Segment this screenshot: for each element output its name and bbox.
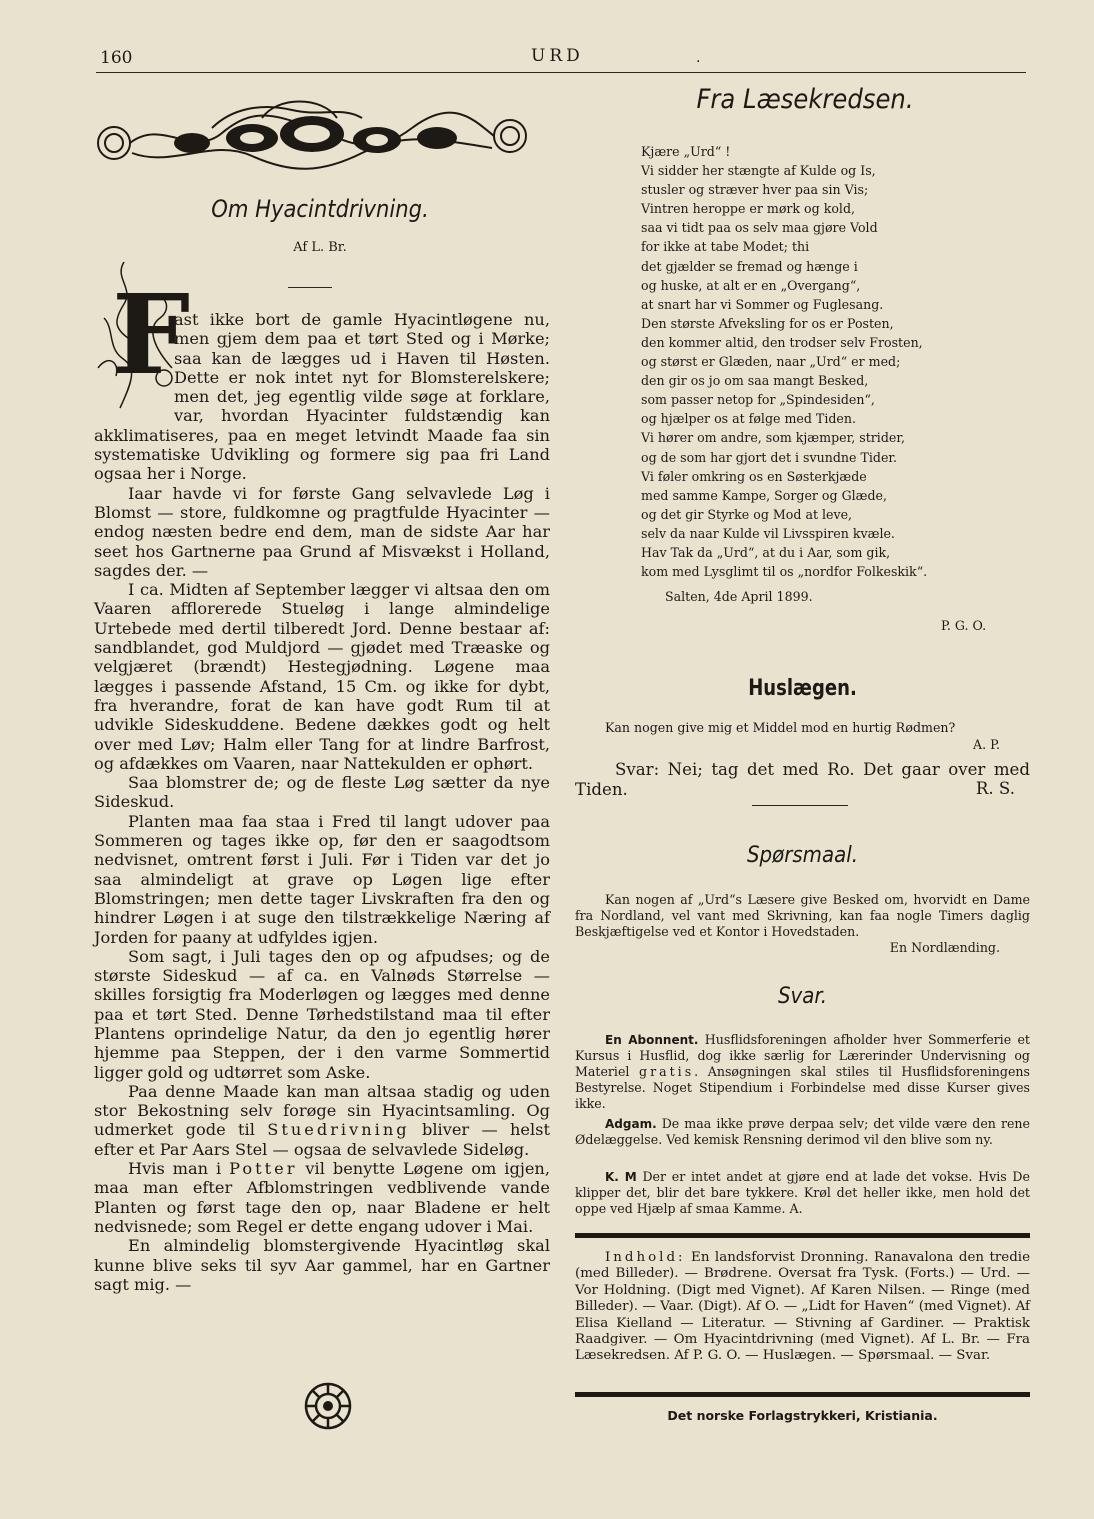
article-paragraph: Saa blomstrer de; og de fleste Løg sætter da nye Sideskud.	[94, 773, 550, 812]
poem-signature: P. G. O.	[941, 618, 987, 633]
huslaegen-answer: Svar: Nei; tag det med Ro. Det gaar over med Tiden.	[575, 760, 1030, 799]
text-run: Paa denne Maade kan man altsaa stadig og uden stor Bekostning selv forøge sin Hyacintsamling. Og udmerket gode til	[94, 1081, 550, 1140]
text-run: bliver — helst efter et Par Aars Stel — ogsaa de selvavlede Sideløg.	[94, 1120, 550, 1159]
section-title-svar: Svar.	[777, 984, 828, 1009]
poem-line: den gir os jo om saa mangt Besked,	[641, 373, 869, 389]
section-title-huslaegen: Huslægen.	[748, 676, 857, 701]
poem-line: den kommer altid, den trodser selv Frosten,	[641, 334, 923, 350]
svar-recipient: En Abonnent.	[605, 1033, 699, 1047]
sporsmaal-signature: En Nordlænding.	[889, 940, 1000, 955]
article-paragraph: Iaar havde vi for første Gang selvavlede Løg i Blomst — store, fuldkomne og pragtfulde Hyacinter — endog næsten bedre end dem, man de sidste Aar har seet hos Gartnerne paa Grund af Misvækst i Holland, sagdes der. —	[94, 483, 550, 580]
printer-imprint: Det norske Forlagstrykkeri, Kristiania.	[667, 1408, 938, 1423]
contents-label: Indhold:	[605, 1250, 686, 1265]
svar-recipient: Adgam.	[605, 1117, 657, 1131]
text-run: . Ansøgningen skal stiles til Husflidsforeningens Bestyrelse. Noget Stipendium i Forbindelse med disse Kurser gives ikke.	[575, 1064, 1030, 1111]
drop-cap-space	[94, 310, 174, 424]
text-run: Der er intet andet at gjøre end at lade det vokse. Hvis De klipper det, blir det bare tykkere. Krøl det heller ikke, men hold det oppe ved Hjælp af smaa Kamme.	[575, 1169, 1030, 1216]
page-header	[96, 44, 1026, 73]
table-of-contents	[575, 1250, 1030, 1365]
spaced-term: Stuedrivning	[267, 1120, 410, 1140]
poem-line: Den største Afveksling for os er Posten,	[641, 315, 894, 331]
floral-ornament-icon	[92, 98, 532, 176]
poem-salutation: Kjære „Urd“ !	[641, 144, 731, 159]
page-number: 160	[100, 48, 133, 68]
title-rule	[288, 287, 332, 288]
poem-line: og hjælper os at følge med Tiden.	[641, 411, 856, 427]
article-paragraph: Planten maa faa staa i Fred til langt udover paa Sommeren og tages ikke op, før den er saagodtsom nedvisnet, omtrent først i Juli. Før i Tiden var det jo saa almindeligt at grave op Løgen lige efter Blomstringen; men dette tager Livskraften fra den og hindrer Løgen i at suge den tilstrækkelige Næring af Jorden for paany at udfyldes igjen.	[94, 811, 550, 947]
contents-text: En landsforvist Dronning. Ranavalona den tredie (med Billeder). — Brødrene. Oversat fra Tysk. (Forts.) — Urd. — Vor Holdning. (Digt med Vignet). Af Karen Nilsen. — Ringe (med Billeder). — Vaar. (Digt). Af O. — „Lidt for Haven“ (med Vignet). Af Elisa Kielland — Literatur. — Stivning af Gardiner. — Praktisk Raadgiver. — Om Hyacintdrivning (med Vignet). Af L. Br. — Fra Læsekredsen. Af P. G. O. — Huslægen. — Spørsmaal. — Svar.	[575, 1250, 1030, 1364]
poem-line: og de som har gjort det i svundne Tider.	[641, 449, 898, 465]
article-body	[94, 310, 550, 1294]
poem-line: at snart har vi Sommer og Fuglesang.	[641, 296, 884, 312]
poem-line: det gjælder se fremad og hænge i	[641, 258, 858, 274]
article-title: Om Hyacintdrivning.	[211, 195, 429, 223]
huslaegen-answer-signature: R. S.	[975, 779, 1015, 798]
spaced-term: gratis	[639, 1064, 695, 1079]
poem-line: Vi føler omkring os en Søsterkjæde	[641, 468, 867, 484]
poem-place-date: Salten, 4de April 1899.	[665, 589, 813, 605]
section-title-laesekredsen: Fra Læsekredsen.	[696, 84, 914, 115]
svar-signature: A.	[789, 1201, 803, 1216]
poem-line: Vi sidder her stængte af Kulde og Is,	[641, 163, 876, 179]
masthead: URD	[531, 46, 584, 66]
spaced-term: Potter	[229, 1159, 298, 1179]
huslaegen-question: Kan nogen give mig et Middel mod en hurtig Rødmen?	[605, 720, 956, 735]
text-run: Husflidsforeningen afholder hver Sommerferie et Kursus i Husflid, dog ikke særlig for Lærerinder Undervisning og Materiel	[575, 1032, 1030, 1079]
poem-line: selv da naar Kulde vil Livsspiren kvæle.	[641, 525, 895, 541]
article-paragraph: En almindelig blomstergivende Hyacintløg skal kunne blive seks til syv Aar gammel, har en Gartner sagt mig. —	[94, 1236, 550, 1294]
sporsmaal-text: Kan nogen af „Urd“s Læsere give Besked om, hvorvidt en Dame fra Nordland, vel vant med Skrivning, kan faa nogle Timers daglig Beskjæftigelse ved et Kontor i Hovedstaden.	[575, 892, 1030, 939]
poem-line: Hav Tak da „Urd“, at du i Aar, som gik,	[641, 544, 891, 560]
poem-line: som passer netop for „Spindesiden“,	[641, 392, 875, 408]
poem-line: og det gir Styrke og Mod at leve,	[641, 506, 853, 522]
text-run: Hvis man i	[128, 1159, 230, 1179]
article-paragraph	[94, 1082, 550, 1159]
poem-line: stusler og stræver hver paa sin Vis;	[641, 182, 869, 198]
poem-line: og størst er Glæden, naar „Urd“ er med;	[641, 354, 901, 370]
divider-rule	[575, 1392, 1030, 1397]
divider-rule	[575, 1233, 1030, 1238]
article-byline: Af L. Br.	[293, 240, 347, 255]
poem-line: Vi hører om andre, som kjæmper, strider,	[641, 430, 905, 446]
poem-line: Vintren heroppe er mørk og kold,	[641, 201, 856, 217]
svar-recipient: K. M	[605, 1170, 637, 1184]
text-run: vil benytte Løgene om igjen, maa man efter Afblomstringen vedblivende vande Planten og først tage den op, naar Bladene er helt nedvisnede; som Regel er dette engang udover i Mai.	[94, 1159, 550, 1236]
article-paragraph	[94, 1159, 550, 1236]
header-mark: .	[696, 50, 701, 66]
drop-cap-letter: F	[112, 270, 191, 399]
section-rule	[752, 805, 848, 806]
article-paragraph: I ca. Midten af September lægger vi altsaa den om Vaaren afflorerede Stueløg i lange almindelige Urtebede med dertil tilberedt Jord. Denne bestaar af: sandblandet, god Muldjord — gjødet med Træaske og velgjæret (brændt) Hestegjødning. Løgene maa lægges i passende Afstand, 15 Cm. og ikke for dybt, fra hverandre, forat de kan have godt Rum til at udvikle Sideskuddene. Bedene dækkes godt og helt over med Løv; Halm eller Tang for at lindre Barfrost, og afdækkes om Vaaren, naar Nattekulden er ophørt.	[94, 580, 550, 773]
poem-line: kom med Lysglimt til os „nordfor Folkeskik“.	[641, 564, 928, 580]
article-paragraph: Som sagt, i Juli tages den op og afpudses; og de største Sideskud — af ca. en Valnøds Størrelse — skilles forsigtig fra Moderløgen og lægges med denne paa et tørt Sted. Denne Tørhedstilstand maa til efter Plantens oprindelige Natur, da den jo egentlig hører hjemme paa Steppen, der i den varme Sommertid ligger gold og udtørret som Aske.	[94, 946, 550, 1082]
section-title-sporsmaal: Spørsmaal.	[746, 843, 859, 868]
text-run: De maa ikke prøve derpaa selv; det vilde være den rene Ødelæggelse. Ved kemisk Rensning derimod vil den blive som ny.	[575, 1116, 1030, 1147]
poem-line: med samme Kampe, Sorger og Glæde,	[641, 487, 888, 503]
svar-answer	[575, 1169, 1030, 1217]
svar-answer	[575, 1032, 1030, 1112]
article-paragraph: ast ikke bort de gamle Hyacintløgene nu, men gjem dem paa et tørt Sted og i Mørke; saa kan de lægges ud i Haven til Høsten. Dette er nok intet nyt for Blomsterelskere; men det, jeg egentlig vilde søge at forklare, var, hvordan Hyacinter fuldstændig kan akklimatiseres, paa en meget letvindt Maade faa sin systematiske Udvikling og formere sig paa fri Land ogsaa her i Norge.	[94, 310, 550, 484]
huslaegen-question-signature: A. P.	[972, 737, 1000, 752]
poem-line: og huske, at alt er en „Overgang“,	[641, 277, 861, 293]
svar-answer	[575, 1116, 1030, 1148]
poem-line: saa vi tidt paa os selv maa gjøre Vold	[641, 220, 878, 236]
poem	[575, 142, 1030, 633]
rosette-ornament-icon	[302, 1380, 354, 1432]
poem-line: for ikke at tabe Modet; thi	[641, 239, 810, 255]
